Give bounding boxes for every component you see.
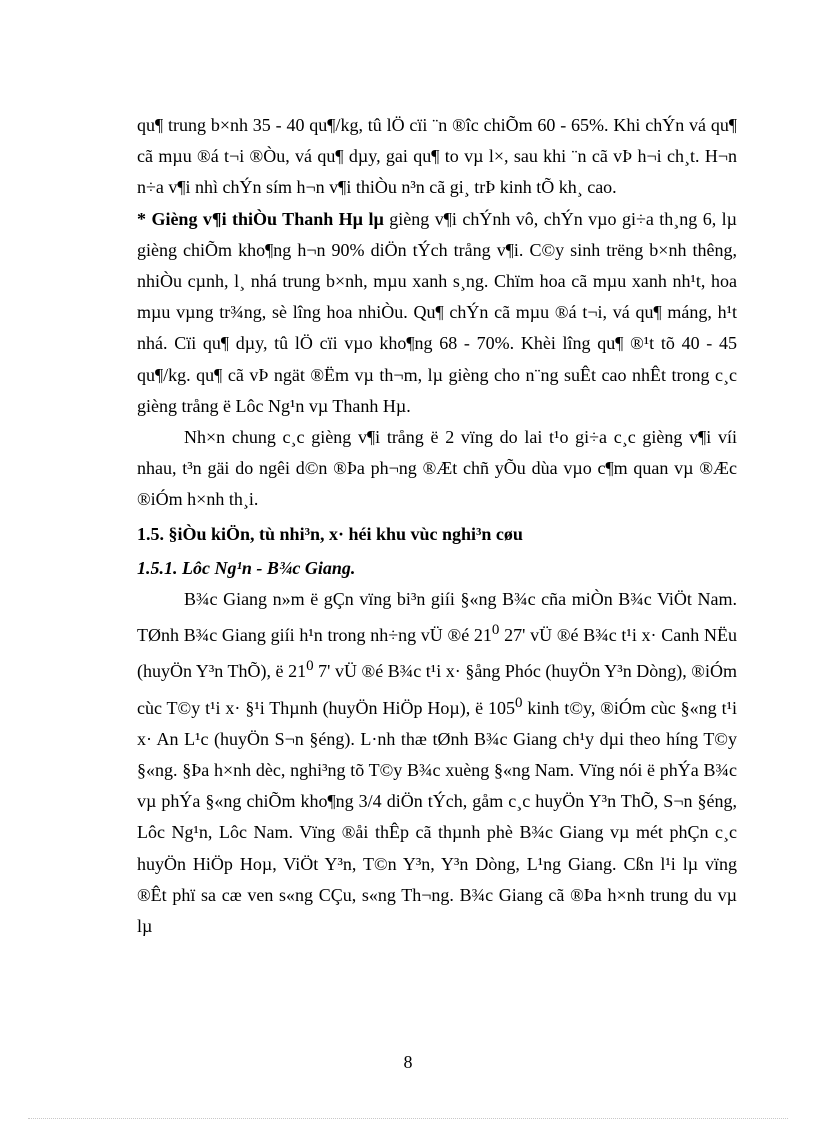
page-bottom-divider <box>28 1118 788 1119</box>
geo-text-part-c: 7' vÜ ®é B¾c t¹i x· §ång Phóc (huyÖn Y³n Dòng), ®iÓm cùc T©y t¹i x· §¹i Thµnh (huyÖn HiÖp Hoµ), ë 105 <box>137 661 737 718</box>
degree-superscript: 0 <box>306 658 314 675</box>
body-text <box>137 110 737 942</box>
geo-text-part-b: 27' vÜ ®é B¾c t¹i x· Canh NËu (huyÖn Y³n ThÕ), ë 21 <box>137 625 737 682</box>
geo-text-part-a: B¾c Giang n»m ë gÇn vïng bi³n giíi §«ng B¾c cña miÒn B¾c ViÖt Nam. TØnh B¾c Giang giíi h¹n trong nh÷ng vÜ ®é 21 <box>137 589 737 646</box>
paragraph-continued: qu¶ trung b×nh 35 - 40 qu¶/kg, tû lÖ cïi ¨n ®îc chiÕm 60 - 65%. Khi chÝn vá qu¶ cã mµu ®á t¬i ®Òu, vá qu¶ dµy, gai qu¶ to vµ l×, sau khi ¨n cã vÞ h¬i ch¸t. H¬n n÷a v¶i nhì chÝn sím h¬n v¶i thiÒu n³n cã gi¸ trÞ kinh tÕ kh¸ cao. <box>137 115 737 198</box>
geo-text-part-d: kinh t©y, ®iÓm cùc §«ng t¹i x· An L¹c (huyÖn S¬n §éng). L·nh thæ tØnh B¾c Giang ch¹y dµi theo híng T©y §«ng. §Þa h×nh dèc, nghi³ng tõ T©y B¾c xuèng §«ng Nam. Vïng nói ë phÝa B¾c vµ phÝa §«ng chiÕm kho¶ng 3/4 diÖn tÝch, gåm c¸c huyÖn Y³n ThÕ, S¬n §éng, Lôc Ng¹n, Lôc Nam. Vïng ®åi thÊp cã thµnh phè B¾c Giang vµ mét phÇn c¸c huyÖn HiÖp Hoµ, ViÖt Y³n, T©n Y³n, Y³n Dòng, L¹ng Giang. Cßn l¹i lµ vïng ®Êt phï sa cæ ven s«ng CÇu, s«ng Th¬ng. B¾c Giang cã ®Þa h×nh trung du vµ lµ <box>137 697 737 937</box>
paragraph-thanh-ha-variety <box>137 204 737 422</box>
degree-superscript: 0 <box>515 694 523 711</box>
page-number: 8 <box>403 1052 413 1072</box>
paragraph-bac-giang-geography <box>137 584 737 942</box>
degree-superscript: 0 <box>491 622 500 639</box>
variety-description: gièng v¶i chÝnh vô, chÝn vµo gi÷a th¸ng 6, lµ gièng chiÕm kho¶ng h¬n 90% diÖn tÝch trång v¶i. C©y sinh trëng b×nh thêng, nhiÒu cµnh, l¸ nhá trung b×nh, mµu xanh s¸ng. Chïm hoa cã mµu xanh nh¹t, hoa mµu vµng tr¾ng, sè lîng hoa nhiÒu. Qu¶ chÝn cã mµu ®á t¬i, vá qu¶ máng, h¹t nhá. Cïi qu¶ dµy, tû lÖ cïi vµo kho¶ng 68 - 70%. Khèi lîng qu¶ ®¹t tõ 40 - 45 qu¶/kg. qu¶ cã vÞ ngät ®Ëm vµ th¬m, lµ gièng cho n¨ng suÊt cao nhÊt trong c¸c gièng trång ë Lôc Ng¹n vµ Thanh Hµ. <box>137 208 738 416</box>
paragraph-summary: Nh×n chung c¸c gièng v¶i trång ë 2 vïng do lai t¹o gi÷a c¸c gièng v¶i víi nhau, t³n gäi do ngêi d©n ®Þa ph¬ng ®Æt chñ yÕu dùa vµo c¶m quan vµ ®Æc ®iÓm h×nh th¸i. <box>137 427 737 510</box>
variety-heading: * Gièng v¶i thiÒu Thanh Hµ lµ <box>137 208 384 229</box>
subsection-heading-1-5-1: 1.5.1. Lôc Ng¹n - B¾c Giang. <box>137 557 356 578</box>
section-heading-1-5: 1.5. §iÒu kiÖn, tù nhi³n, x· héi khu vùc nghi³n cøu <box>137 523 523 544</box>
